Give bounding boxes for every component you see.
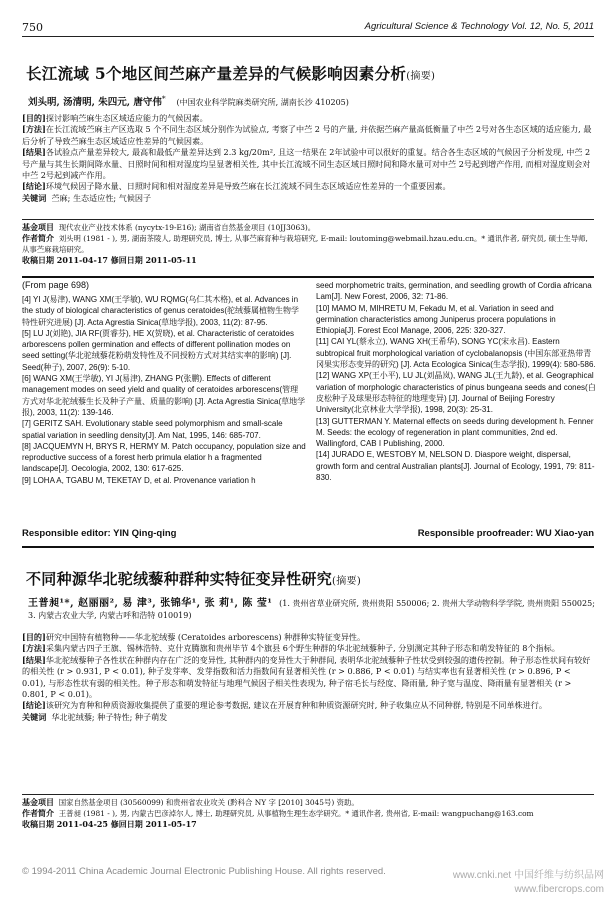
article1-abstract xyxy=(22,113,594,204)
watermark-text-2: www.fibercrops.com xyxy=(514,884,604,895)
article2-abstract-method: [方法]采集内蒙古四子王旗、锡林浩特、克什克腾旗和贵州毕节 4个旗县 6个野生种群的华北驼绒藜种子, 分别测定其种子形态和萌发特征的 8个指标。 xyxy=(22,643,560,654)
article1-author-info: 作者简介 刘头明 (1981 - ), 男, 湖南茶陵人, 助理研究员, 博士, 从事苎麻育种与栽培研究, E-mail: loutoming@webmail.hzau.edu.cn。* 通讯作者, 研究员, 硕士生导师, 从事苎麻栽培研究。 xyxy=(22,233,588,254)
reference-5: [5] LU J(刘艳), JIA RF(贾睿芬), HE X(贺晓), et al. Characteristic of ceratoides arborescens pollen germination and effects of different pollination modes on seed setting(华北驼绒藜花粉萌发特性及不同授粉方式对其结实率的影响) [J]. Seed(种子), 2007, 26(9): 5-10. xyxy=(22,328,295,372)
reference-14: [14] JURADO E, WESTOBY M, NELSON D. Diaspore weight, dispersal, growth form and central Australian plants[J]. Journal of Ecology, 1991, 79: 811-830. xyxy=(316,450,595,483)
article2-title xyxy=(26,568,361,589)
article2-author-info: 作者简介 王普昶 (1981 - ), 男, 内蒙古巴彦淖尔人, 博士, 助理研究员, 从事植物生理生态学研究。* 通讯作者, 贵州省, E-mail: wangpuchang@163.com xyxy=(22,808,534,818)
article2-affiliation: (1. 贵州省草业研究所, 贵州贵阳 550006; 2. 贵州大学动物科学学院, 贵州贵阳 550025; 3. 内蒙古农业大学, 内蒙古呼和浩特 010019) xyxy=(28,599,595,620)
reference-6: [6] WANG XM(王学敏), YI J(易津), ZHANG P(张鹏). Effects of different management modes on seed yield and quality of ceratoides arborescens(管理方式对华北驼绒藜生长及种子产量、质量的影响) [J]. Acta Agrestia Sinica(草地学报), 2003, 11(2): 139-146. xyxy=(22,374,306,417)
reference-8: [8] JACQUEMYN H, BRYS R, HERMY M. Patch occupancy, population size and reproductive success of a forest herb primula elatior h a fragmented landscape[J]. Oecologia, 2002, 130: 617-625. xyxy=(22,441,306,474)
reference-11: [11] CAI YL(蔡永立), WANG XH(王希华), SONG YC(宋永昌). Eastern subtropical fruit morphological variation of cyclobalanopsis (中国东部亚热带青冈果实形态变异的研究) [J]. Acta Ecologica Sinica(生态学报), 1999(4): 580-586. xyxy=(316,337,596,370)
header-rule xyxy=(22,36,594,37)
article2-authors xyxy=(28,598,596,622)
references-right xyxy=(316,280,596,483)
article1-author-names: 刘头明, 汤清明, 朱四元, 唐守伟 xyxy=(28,97,162,108)
article1-author-mark: * xyxy=(161,94,166,103)
article2-rule xyxy=(22,794,594,795)
reference-12: [12] WANG XP(王小平), LU JL(刘晶岚), WANG JL(王九龄), et al. Geographical variation of morphologic characteristics of pinus bungeana seeds and cones(白皮松种子及球果形态特征的地理变异) [J]. Journal of Beijing Forestry University(北京林业大学学报), 1998, 20(3): 25-31. xyxy=(316,371,596,415)
article1-rule xyxy=(22,219,594,220)
from-page-note: (From page 698) xyxy=(22,280,90,290)
article1-affiliation: (中国农业科学院麻类研究所, 湖南长沙 410205) xyxy=(176,98,349,107)
article1-dates: 收稿日期 2011-04-17 修回日期 2011-05-11 xyxy=(22,255,197,265)
article2-abstract xyxy=(22,632,594,723)
section-rule-2 xyxy=(22,546,594,548)
article2-author-names: 王普昶¹*, 赵丽丽², 易 津³, 张锦华¹, 张 莉¹, 陈 莹¹ xyxy=(28,598,273,609)
article2-dates: 收稿日期 2011-04-25 修回日期 2011-05-17 xyxy=(22,819,197,829)
article2-title-text: 不同种源华北驼绒藜种群种实特征变异性研究 xyxy=(26,570,333,588)
reference-7: [7] GERITZ SAH. Evolutionary stable seed polymorphism and small-scale spatial variation in seedling density[J]. Am Nat, 1995, 146: 685-707. xyxy=(22,419,283,440)
article1-abstract-conclusion: [结论]环境气候因子降水量、日照时间和相对湿度差异是导致苎麻在长江流域不同生态区域适应性差异的一个重要因素。 xyxy=(22,181,451,192)
reference-9: [9] LOHA A, TGABU M, TEKETAY D, et al. Provenance variation h xyxy=(22,475,256,485)
responsible-editor: Responsible editor: YIN Qing-qing xyxy=(22,528,177,539)
reference-9-cont: seed morphometric traits, germination, and seedling growth of Cordia africana Lam[J]. New Forest, 2006, 32: 71-86. xyxy=(316,281,592,302)
article2-meta xyxy=(22,797,594,830)
copyright-footer: © 1994-2011 China Academic Journal Electronic Publishing House. All rights reserved. xyxy=(22,866,386,877)
article1-authors xyxy=(28,93,588,109)
reference-4: [4] YI J(易津), WANG XM(王学敏), WU RQMG(乌仁其木格), et al. Advances in the study of biological characteristics of genus ceratoides(驼绒藜属植物生物学特性研究进展) [J]. Acta Agrestia Sinica(草地学报), 2003, 11(2): 87-95. xyxy=(22,295,299,327)
responsible-proofreader: Responsible proofreader: WU Xiao-yan xyxy=(417,528,594,539)
references-left xyxy=(22,294,306,486)
article2-abstract-result: [结果]华北驼绒藜种子各性状在种群内存在广泛的变异性, 其种群内的变异性大于种群间, 表明华北驼绒藜种子性状受到较强的遗传控制。种子形态性状间有较好的相关性 (r > 0.931, P < 0.01), 种子发芽率、发芽指数和活力指数间有显著相关性 (r > 0.886, P < 0.01) 与结实率也有显著相关性 (r > 0.896, P < 0.01), 与形态性状有弱的相关性。种子形态和萌发特征与地理气候因子相关性表现为, 种子宿毛长与经度、降雨量, 种子宽与温度、降雨量有显著相关 (r > 0.801, P < 0.01)。 xyxy=(22,654,591,700)
reference-13: [13] GUTTERMAN Y. Maternal effects on seeds during development h. Fenner M. Seeds: the ecology of regeneration in plant communities, 2nd ed. Wallingford, CAB I Publishing, 2000. xyxy=(316,416,594,449)
watermark-text-1: www.cnki.net 中国纤维与纺织品网 xyxy=(452,870,604,881)
page-number: 750 xyxy=(22,21,43,34)
article1-title-suffix: (摘要) xyxy=(406,71,436,82)
reference-10: [10] MAMO M, MIHRETU M, Fekadu M, et al. Variation in seed and germination characteristics among Juniperus procera populations in Ethiopia[J]. Forest Ecol Manage, 2006, 225: 320-327. xyxy=(316,303,556,336)
article1-title xyxy=(26,62,435,84)
article1-fund: 基金项目 现代农业产业技术体系 (nycytx-19-E16); 湖南省自然基金项目 (10JJ3063)。 xyxy=(22,222,316,232)
article2-fund: 基金项目 国家自然基金项目 (30560099) 和贵州省农业攻关 (黔科合 NY 字 [2010] 3045号) 资助。 xyxy=(22,797,359,807)
article2-abstract-aim: [目的]研究中国特有植物种——华北驼绒藜 (Ceratoides arborescens) 种群种实特征变异性。 xyxy=(22,632,366,642)
article1-abstract-method: [方法]在长江流域苎麻主产区选取 5 个不同生态区域分别作为试验点, 考察了中苎 2 号的产量, 并依据苎麻产量高低衡量了中苎 2号对各生态区域的适应能力, 最后分析了导致苎麻生态区域适应性差异的气候因素。 xyxy=(22,124,592,146)
article1-abstract-aim: [目的]探讨影响苎麻生态区域适应能力的气候因素。 xyxy=(22,113,208,123)
article1-meta xyxy=(22,222,594,266)
section-rule xyxy=(22,276,594,278)
article2-abstract-conclusion: [结论]该研究为育种和种质资源收集提供了重要的理论参考数据, 建议在开展育种和种质资源研究时, 种子收集应从不同种群, 特别是不同单株进行。 xyxy=(22,700,547,711)
article2-title-suffix: (摘要) xyxy=(332,576,362,587)
article2-keywords: 关键词 华北驼绒藜; 种子特性; 种子萌发 xyxy=(22,711,168,722)
article1-abstract-result: [结果]各试验点产量差异较大, 最高和最低产量差异达到 2.3 kg/20m², 且这一结果在 2年试验中可以很好的重复。结合各生态区域的气候因子分析发现, 中苎 2号产量与其生长期间降水量、日照时间和相对湿度均呈显著相关性, 其中长江流域不同生态区域日照时间和降水量可对中苎 2号起到增产作用, 而相对湿度则会对中苎 2号起到减产作用。 xyxy=(22,147,591,181)
article1-title-text: 长江流域 5个地区间苎麻产量差异的气候影响因素分析 xyxy=(26,64,407,83)
journal-header: Agricultural Science & Technology Vol. 12, No. 5, 2011 xyxy=(364,21,594,32)
article1-keywords: 关键词 苎麻; 生态适应性; 气候因子 xyxy=(22,192,152,203)
